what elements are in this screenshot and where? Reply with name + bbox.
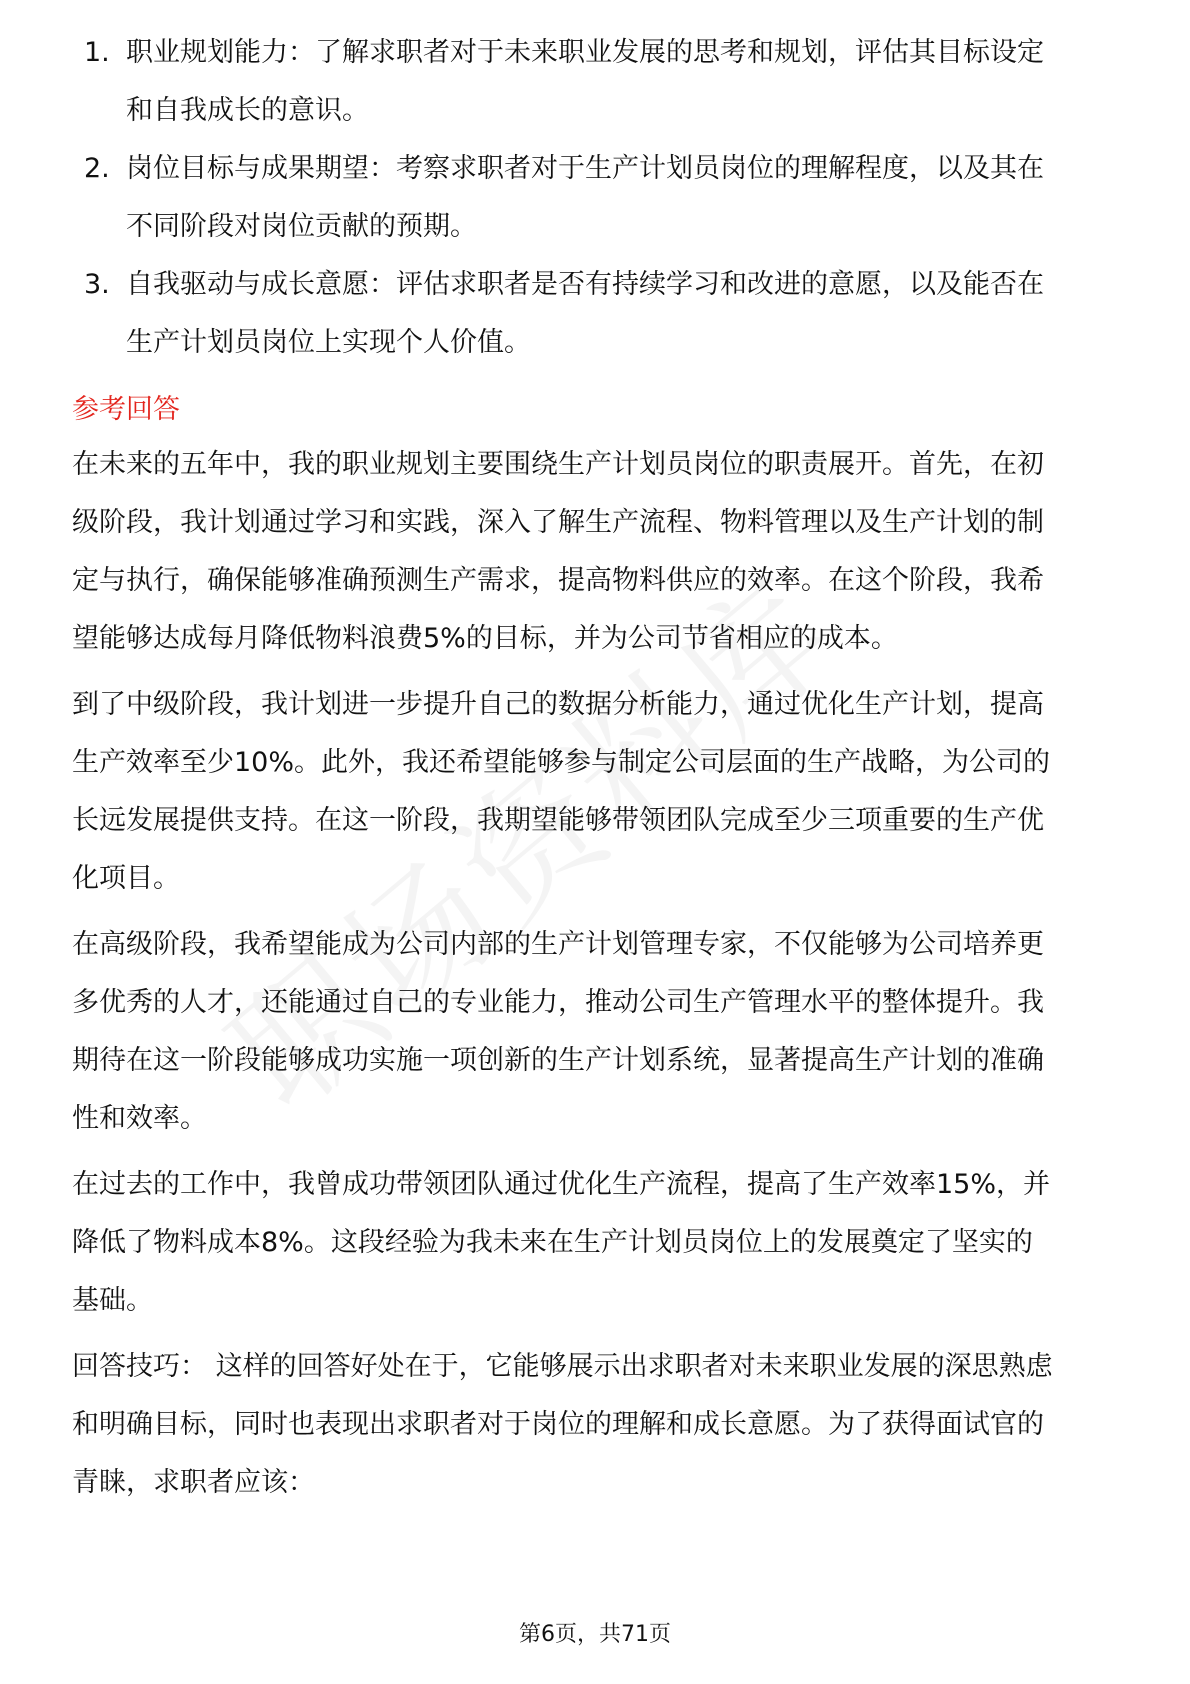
answer-paragraph xyxy=(72,1156,1122,1330)
paragraph-line: 级阶段，我计划通过学习和实践，深入了解生产流程、物料管理以及生产计划的制 xyxy=(72,507,1044,538)
answer-paragraph xyxy=(72,676,1122,908)
list-item xyxy=(72,24,1122,140)
paragraph-line: 化项目。 xyxy=(72,863,180,894)
answer-paragraph xyxy=(72,436,1122,668)
list-item-line: 不同阶段对岗位贡献的预期。 xyxy=(126,211,477,242)
paragraph-line: 在未来的五年中，我的职业规划主要围绕生产计划员岗位的职责展开。首先，在初 xyxy=(72,449,1044,480)
list-item-number: 1. xyxy=(84,37,110,68)
paragraph-line: 青睐，求职者应该： xyxy=(72,1467,315,1498)
paragraph-line: 多优秀的人才，还能通过自己的专业能力，推动公司生产管理水平的整体提升。我 xyxy=(72,987,1044,1018)
paragraph-line: 到了中级阶段，我计划进一步提升自己的数据分析能力，通过优化生产计划，提高 xyxy=(72,689,1044,720)
paragraph-line: 在过去的工作中，我曾成功带领团队通过优化生产流程，提高了生产效率15%，并 xyxy=(72,1169,1051,1200)
answer-paragraph xyxy=(72,916,1122,1148)
criteria-list xyxy=(72,24,1122,372)
paragraph-line: 期待在这一阶段能够成功实施一项创新的生产计划系统，显著提高生产计划的准确 xyxy=(72,1045,1044,1076)
paragraph-line: 生产效率至少10%。此外，我还希望能够参与制定公司层面的生产战略，为公司的 xyxy=(72,747,1051,778)
list-item xyxy=(72,256,1122,372)
page-number-footer: 第6页，共71页 xyxy=(519,1622,671,1647)
paragraph-line: 定与执行，确保能够准确预测生产需求，提高物料供应的效率。在这个阶段，我希 xyxy=(72,565,1044,596)
list-item xyxy=(72,140,1122,256)
list-item-line: 自我驱动与成长意愿：评估求职者是否有持续学习和改进的意愿，以及能否在 xyxy=(126,269,1044,300)
paragraph-line: 望能够达成每月降低物料浪费5%的目标，并为公司节省相应的成本。 xyxy=(72,623,898,654)
paragraph-line: 基础。 xyxy=(72,1285,153,1316)
paragraph-line: 回答技巧： 这样的回答好处在于，它能够展示出求职者对未来职业发展的深思熟虑 xyxy=(72,1351,1053,1382)
section-heading: 参考回答 xyxy=(72,394,180,425)
paragraph-line: 和明确目标，同时也表现出求职者对于岗位的理解和成长意愿。为了获得面试官的 xyxy=(72,1409,1044,1440)
paragraph-line: 在高级阶段，我希望能成为公司内部的生产计划管理专家，不仅能够为公司培养更 xyxy=(72,929,1044,960)
paragraph-line: 降低了物料成本8%。这段经验为我未来在生产计划员岗位上的发展奠定了坚实的 xyxy=(72,1227,1033,1258)
paragraph-line: 长远发展提供支持。在这一阶段，我期望能够带领团队完成至少三项重要的生产优 xyxy=(72,805,1044,836)
list-item-line: 和自我成长的意识。 xyxy=(126,95,369,126)
list-item-number: 3. xyxy=(84,269,110,300)
list-item-number: 2. xyxy=(84,153,110,184)
list-item-line: 岗位目标与成果期望：考察求职者对于生产计划员岗位的理解程度，以及其在 xyxy=(126,153,1044,184)
list-item-line: 职业规划能力：了解求职者对于未来职业发展的思考和规划，评估其目标设定 xyxy=(126,37,1044,68)
tips-paragraph xyxy=(72,1338,1122,1512)
list-item-line: 生产计划员岗位上实现个人价值。 xyxy=(126,327,531,358)
paragraph-line: 性和效率。 xyxy=(72,1103,207,1134)
